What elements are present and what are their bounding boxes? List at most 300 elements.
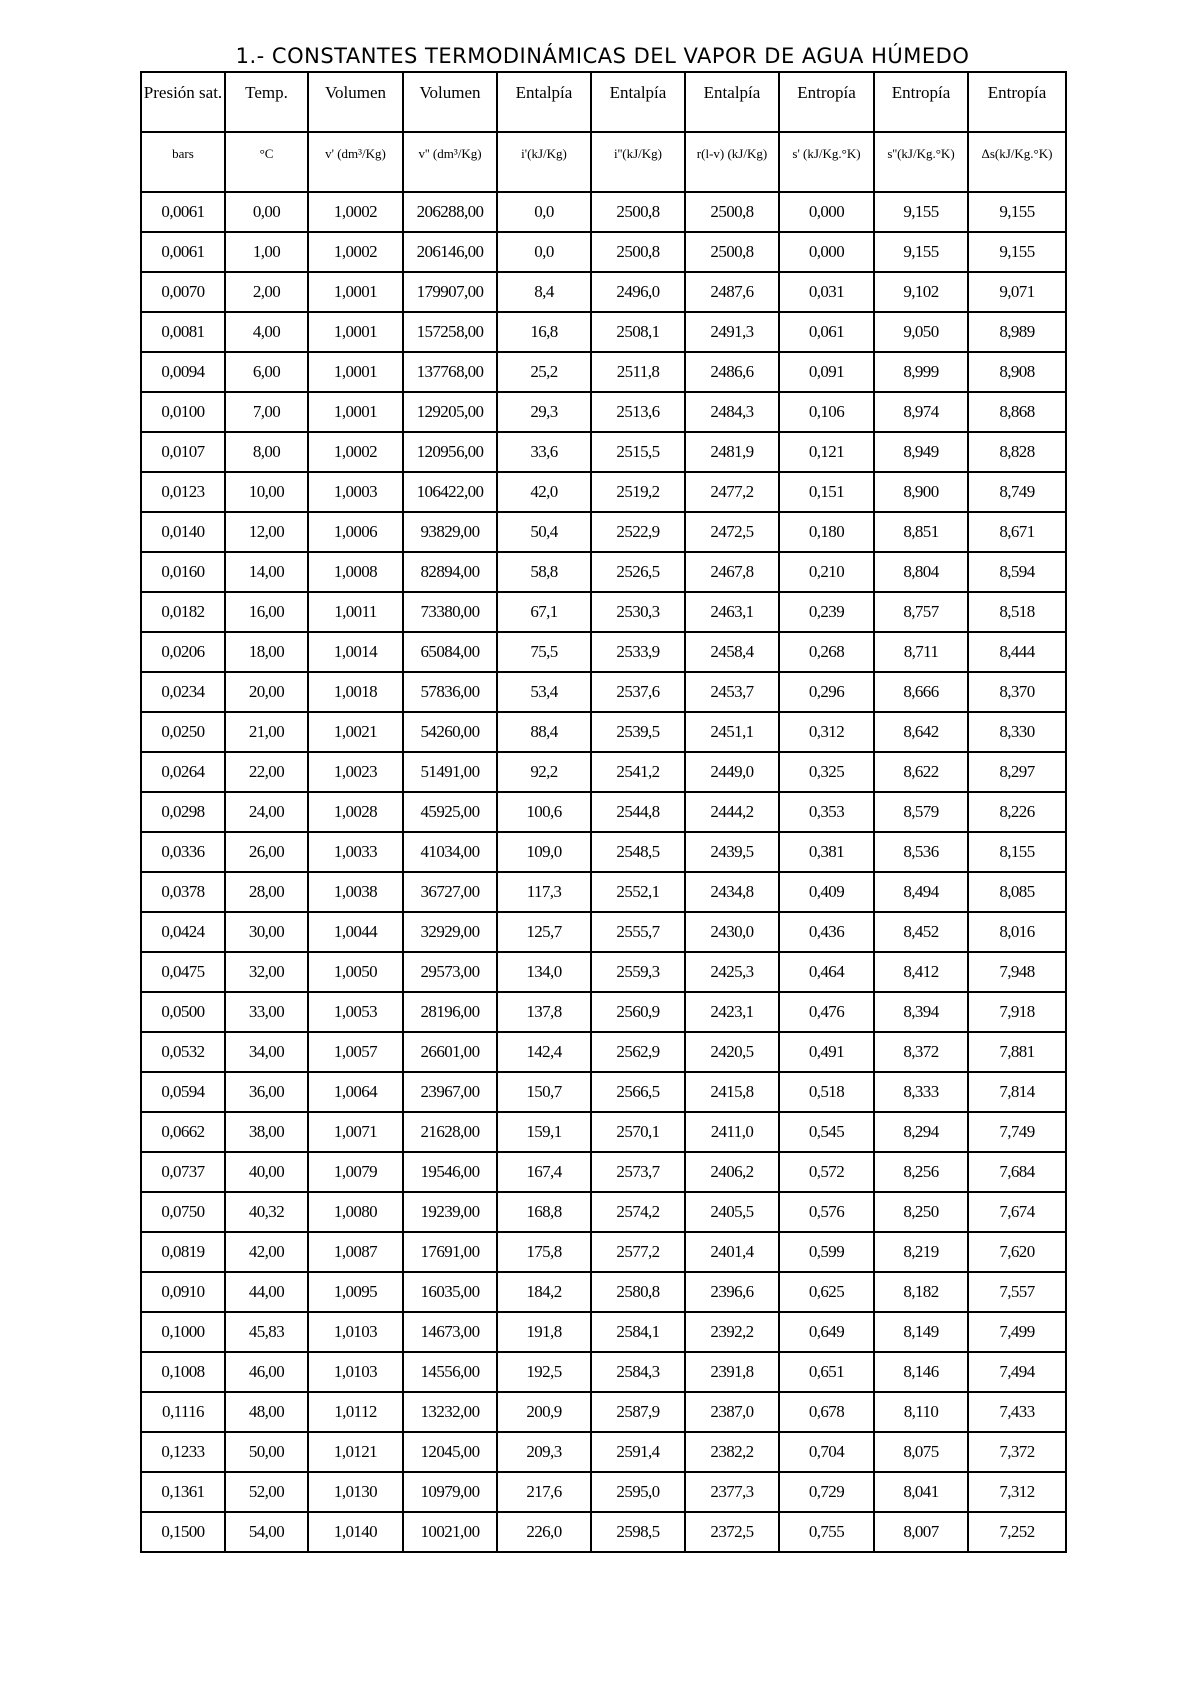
cell-latent-heat: 2415,8 [685, 1072, 779, 1112]
cell-temperature: 7,00 [225, 392, 308, 432]
cell-specific-volume-vapor: 10979,00 [403, 1472, 497, 1512]
cell-temperature: 30,00 [225, 912, 308, 952]
cell-latent-heat: 2382,2 [685, 1432, 779, 1472]
cell-enthalpy-liquid: 16,8 [497, 312, 591, 352]
table-row [141, 992, 1066, 1032]
cell-enthalpy-liquid: 100,6 [497, 792, 591, 832]
header-pressure: Presión sat. [141, 72, 225, 132]
table-body [141, 192, 1066, 1552]
cell-temperature: 18,00 [225, 632, 308, 672]
cell-entropy-vapor: 8,757 [874, 592, 968, 632]
cell-specific-volume-liquid: 1,0023 [308, 752, 403, 792]
cell-specific-volume-vapor: 137768,00 [403, 352, 497, 392]
cell-entropy-liquid: 0,545 [779, 1112, 874, 1152]
cell-entropy-vapor: 8,372 [874, 1032, 968, 1072]
cell-enthalpy-liquid: 209,3 [497, 1432, 591, 1472]
cell-temperature: 8,00 [225, 432, 308, 472]
cell-enthalpy-liquid: 25,2 [497, 352, 591, 392]
cell-pressure: 0,0594 [141, 1072, 225, 1112]
cell-pressure: 0,1000 [141, 1312, 225, 1352]
cell-latent-heat: 2392,2 [685, 1312, 779, 1352]
cell-enthalpy-liquid: 168,8 [497, 1192, 591, 1232]
table-row [141, 752, 1066, 792]
cell-specific-volume-liquid: 1,0006 [308, 512, 403, 552]
cell-latent-heat: 2434,8 [685, 872, 779, 912]
cell-enthalpy-liquid: 184,2 [497, 1272, 591, 1312]
cell-enthalpy-liquid: 42,0 [497, 472, 591, 512]
unit-specific-volume-vapor: v'' (dm³/Kg) [403, 132, 497, 192]
unit-temperature: °C [225, 132, 308, 192]
cell-specific-volume-vapor: 19546,00 [403, 1152, 497, 1192]
cell-temperature: 46,00 [225, 1352, 308, 1392]
cell-latent-heat: 2477,2 [685, 472, 779, 512]
cell-latent-heat: 2401,4 [685, 1232, 779, 1272]
cell-enthalpy-vapor: 2580,8 [591, 1272, 685, 1312]
cell-temperature: 16,00 [225, 592, 308, 632]
cell-entropy-liquid: 0,106 [779, 392, 874, 432]
table-row [141, 1272, 1066, 1312]
cell-entropy-vapor: 8,999 [874, 352, 968, 392]
cell-pressure: 0,0336 [141, 832, 225, 872]
cell-entropy-vapor: 9,155 [874, 232, 968, 272]
cell-temperature: 0,00 [225, 192, 308, 232]
cell-enthalpy-liquid: 192,5 [497, 1352, 591, 1392]
cell-enthalpy-liquid: 226,0 [497, 1512, 591, 1552]
cell-entropy-liquid: 0,180 [779, 512, 874, 552]
table-row [141, 792, 1066, 832]
cell-entropy-vapor: 8,007 [874, 1512, 968, 1552]
cell-specific-volume-liquid: 1,0071 [308, 1112, 403, 1152]
cell-specific-volume-liquid: 1,0001 [308, 272, 403, 312]
cell-specific-volume-liquid: 1,0014 [308, 632, 403, 672]
cell-specific-volume-vapor: 28196,00 [403, 992, 497, 1032]
cell-enthalpy-vapor: 2530,3 [591, 592, 685, 632]
cell-latent-heat: 2458,4 [685, 632, 779, 672]
table-row [141, 1512, 1066, 1552]
cell-enthalpy-liquid: 75,5 [497, 632, 591, 672]
cell-pressure: 0,1008 [141, 1352, 225, 1392]
cell-specific-volume-vapor: 65084,00 [403, 632, 497, 672]
cell-specific-volume-liquid: 1,0002 [308, 432, 403, 472]
unit-specific-volume-liquid: v' (dm³/Kg) [308, 132, 403, 192]
table-row [141, 832, 1066, 872]
table-row [141, 232, 1066, 272]
cell-specific-volume-vapor: 157258,00 [403, 312, 497, 352]
table-row [141, 472, 1066, 512]
cell-specific-volume-liquid: 1,0103 [308, 1352, 403, 1392]
cell-entropy-liquid: 0,031 [779, 272, 874, 312]
cell-enthalpy-liquid: 137,8 [497, 992, 591, 1032]
cell-enthalpy-vapor: 2526,5 [591, 552, 685, 592]
table-row [141, 632, 1066, 672]
table-row [141, 1032, 1066, 1072]
cell-enthalpy-liquid: 150,7 [497, 1072, 591, 1112]
cell-enthalpy-liquid: 191,8 [497, 1312, 591, 1352]
table-row [141, 872, 1066, 912]
cell-pressure: 0,0123 [141, 472, 225, 512]
cell-enthalpy-liquid: 67,1 [497, 592, 591, 632]
cell-pressure: 0,0737 [141, 1152, 225, 1192]
cell-entropy-vapor: 9,102 [874, 272, 968, 312]
cell-enthalpy-liquid: 142,4 [497, 1032, 591, 1072]
cell-temperature: 24,00 [225, 792, 308, 832]
cell-latent-heat: 2481,9 [685, 432, 779, 472]
cell-entropy-change: 7,684 [968, 1152, 1066, 1192]
cell-specific-volume-liquid: 1,0057 [308, 1032, 403, 1072]
cell-entropy-change: 8,155 [968, 832, 1066, 872]
cell-specific-volume-vapor: 16035,00 [403, 1272, 497, 1312]
table-row [141, 512, 1066, 552]
cell-specific-volume-liquid: 1,0038 [308, 872, 403, 912]
header-temperature: Temp. [225, 72, 308, 132]
cell-pressure: 0,0475 [141, 952, 225, 992]
cell-pressure: 0,0100 [141, 392, 225, 432]
cell-specific-volume-liquid: 1,0002 [308, 232, 403, 272]
cell-pressure: 0,0662 [141, 1112, 225, 1152]
cell-specific-volume-liquid: 1,0079 [308, 1152, 403, 1192]
cell-specific-volume-vapor: 206146,00 [403, 232, 497, 272]
table-row [141, 1112, 1066, 1152]
cell-enthalpy-vapor: 2584,3 [591, 1352, 685, 1392]
cell-specific-volume-vapor: 45925,00 [403, 792, 497, 832]
cell-entropy-change: 8,226 [968, 792, 1066, 832]
cell-enthalpy-liquid: 200,9 [497, 1392, 591, 1432]
cell-temperature: 50,00 [225, 1432, 308, 1472]
cell-entropy-change: 8,868 [968, 392, 1066, 432]
cell-enthalpy-vapor: 2559,3 [591, 952, 685, 992]
cell-entropy-change: 8,908 [968, 352, 1066, 392]
cell-enthalpy-vapor: 2537,6 [591, 672, 685, 712]
cell-latent-heat: 2423,1 [685, 992, 779, 1032]
header-entropy-liquid: Entropía [779, 72, 874, 132]
cell-enthalpy-liquid: 0,0 [497, 192, 591, 232]
cell-specific-volume-vapor: 36727,00 [403, 872, 497, 912]
cell-temperature: 14,00 [225, 552, 308, 592]
cell-entropy-change: 8,330 [968, 712, 1066, 752]
cell-latent-heat: 2439,5 [685, 832, 779, 872]
cell-entropy-liquid: 0,381 [779, 832, 874, 872]
cell-entropy-vapor: 8,666 [874, 672, 968, 712]
cell-specific-volume-vapor: 29573,00 [403, 952, 497, 992]
unit-entropy-liquid: s' (kJ/Kg.°K) [779, 132, 874, 192]
cell-pressure: 0,0250 [141, 712, 225, 752]
cell-temperature: 40,32 [225, 1192, 308, 1232]
cell-entropy-change: 7,814 [968, 1072, 1066, 1112]
cell-enthalpy-vapor: 2519,2 [591, 472, 685, 512]
cell-temperature: 42,00 [225, 1232, 308, 1272]
cell-specific-volume-liquid: 1,0050 [308, 952, 403, 992]
cell-entropy-liquid: 0,239 [779, 592, 874, 632]
cell-entropy-vapor: 8,146 [874, 1352, 968, 1392]
cell-latent-heat: 2491,3 [685, 312, 779, 352]
cell-pressure: 0,0206 [141, 632, 225, 672]
unit-enthalpy-liquid: i'(kJ/Kg) [497, 132, 591, 192]
cell-specific-volume-vapor: 82894,00 [403, 552, 497, 592]
cell-specific-volume-vapor: 32929,00 [403, 912, 497, 952]
table-row [141, 712, 1066, 752]
cell-latent-heat: 2411,0 [685, 1112, 779, 1152]
cell-enthalpy-vapor: 2500,8 [591, 192, 685, 232]
cell-entropy-vapor: 8,851 [874, 512, 968, 552]
cell-enthalpy-vapor: 2573,7 [591, 1152, 685, 1192]
cell-specific-volume-liquid: 1,0064 [308, 1072, 403, 1112]
cell-enthalpy-liquid: 29,3 [497, 392, 591, 432]
cell-pressure: 0,0424 [141, 912, 225, 952]
header-specific-volume-vapor: Volumen [403, 72, 497, 132]
cell-enthalpy-liquid: 167,4 [497, 1152, 591, 1192]
cell-entropy-change: 9,071 [968, 272, 1066, 312]
cell-temperature: 12,00 [225, 512, 308, 552]
table-row [141, 1152, 1066, 1192]
cell-temperature: 2,00 [225, 272, 308, 312]
cell-enthalpy-vapor: 2560,9 [591, 992, 685, 1032]
header-enthalpy-vapor: Entalpía [591, 72, 685, 132]
cell-enthalpy-liquid: 217,6 [497, 1472, 591, 1512]
page-title: 1.- CONSTANTES TERMODINÁMICAS DEL VAPOR DE AGUA HÚMEDO [235, 44, 970, 68]
cell-specific-volume-vapor: 12045,00 [403, 1432, 497, 1472]
cell-enthalpy-vapor: 2513,6 [591, 392, 685, 432]
cell-specific-volume-vapor: 23967,00 [403, 1072, 497, 1112]
cell-pressure: 0,0182 [141, 592, 225, 632]
cell-pressure: 0,1116 [141, 1392, 225, 1432]
cell-specific-volume-liquid: 1,0011 [308, 592, 403, 632]
cell-entropy-liquid: 0,409 [779, 872, 874, 912]
cell-pressure: 0,1361 [141, 1472, 225, 1512]
cell-specific-volume-vapor: 13232,00 [403, 1392, 497, 1432]
cell-entropy-liquid: 0,151 [779, 472, 874, 512]
cell-pressure: 0,0070 [141, 272, 225, 312]
cell-enthalpy-vapor: 2548,5 [591, 832, 685, 872]
cell-enthalpy-liquid: 175,8 [497, 1232, 591, 1272]
cell-latent-heat: 2406,2 [685, 1152, 779, 1192]
cell-enthalpy-vapor: 2541,2 [591, 752, 685, 792]
cell-entropy-liquid: 0,436 [779, 912, 874, 952]
cell-entropy-liquid: 0,000 [779, 192, 874, 232]
cell-enthalpy-vapor: 2566,5 [591, 1072, 685, 1112]
cell-pressure: 0,0061 [141, 192, 225, 232]
header-entropy-change: Entropía [968, 72, 1066, 132]
cell-pressure: 0,1500 [141, 1512, 225, 1552]
header-enthalpy-liquid: Entalpía [497, 72, 591, 132]
table-row [141, 352, 1066, 392]
cell-enthalpy-liquid: 159,1 [497, 1112, 591, 1152]
cell-latent-heat: 2444,2 [685, 792, 779, 832]
cell-temperature: 33,00 [225, 992, 308, 1032]
cell-specific-volume-vapor: 106422,00 [403, 472, 497, 512]
cell-pressure: 0,0378 [141, 872, 225, 912]
cell-entropy-change: 8,297 [968, 752, 1066, 792]
cell-pressure: 0,1233 [141, 1432, 225, 1472]
table-row [141, 952, 1066, 992]
cell-pressure: 0,0107 [141, 432, 225, 472]
cell-entropy-change: 7,749 [968, 1112, 1066, 1152]
cell-entropy-vapor: 8,804 [874, 552, 968, 592]
cell-temperature: 6,00 [225, 352, 308, 392]
table-row [141, 1312, 1066, 1352]
cell-specific-volume-vapor: 17691,00 [403, 1232, 497, 1272]
cell-enthalpy-liquid: 125,7 [497, 912, 591, 952]
cell-specific-volume-liquid: 1,0121 [308, 1432, 403, 1472]
cell-temperature: 26,00 [225, 832, 308, 872]
cell-entropy-liquid: 0,651 [779, 1352, 874, 1392]
cell-latent-heat: 2396,6 [685, 1272, 779, 1312]
cell-enthalpy-vapor: 2552,1 [591, 872, 685, 912]
cell-latent-heat: 2387,0 [685, 1392, 779, 1432]
cell-enthalpy-vapor: 2584,1 [591, 1312, 685, 1352]
cell-specific-volume-liquid: 1,0021 [308, 712, 403, 752]
cell-temperature: 38,00 [225, 1112, 308, 1152]
cell-enthalpy-liquid: 53,4 [497, 672, 591, 712]
cell-enthalpy-vapor: 2539,5 [591, 712, 685, 752]
cell-temperature: 40,00 [225, 1152, 308, 1192]
cell-specific-volume-liquid: 1,0033 [308, 832, 403, 872]
cell-enthalpy-liquid: 50,4 [497, 512, 591, 552]
cell-entropy-vapor: 8,711 [874, 632, 968, 672]
cell-entropy-vapor: 8,294 [874, 1112, 968, 1152]
cell-entropy-vapor: 8,110 [874, 1392, 968, 1432]
cell-specific-volume-liquid: 1,0080 [308, 1192, 403, 1232]
cell-specific-volume-vapor: 26601,00 [403, 1032, 497, 1072]
cell-temperature: 34,00 [225, 1032, 308, 1072]
cell-enthalpy-liquid: 58,8 [497, 552, 591, 592]
cell-latent-heat: 2484,3 [685, 392, 779, 432]
cell-latent-heat: 2453,7 [685, 672, 779, 712]
cell-specific-volume-liquid: 1,0044 [308, 912, 403, 952]
cell-enthalpy-vapor: 2533,9 [591, 632, 685, 672]
cell-latent-heat: 2449,0 [685, 752, 779, 792]
cell-enthalpy-vapor: 2508,1 [591, 312, 685, 352]
cell-enthalpy-vapor: 2496,0 [591, 272, 685, 312]
cell-enthalpy-liquid: 88,4 [497, 712, 591, 752]
cell-entropy-liquid: 0,729 [779, 1472, 874, 1512]
cell-latent-heat: 2472,5 [685, 512, 779, 552]
cell-latent-heat: 2500,8 [685, 232, 779, 272]
cell-enthalpy-vapor: 2570,1 [591, 1112, 685, 1152]
cell-enthalpy-vapor: 2595,0 [591, 1472, 685, 1512]
cell-temperature: 1,00 [225, 232, 308, 272]
cell-entropy-liquid: 0,625 [779, 1272, 874, 1312]
cell-enthalpy-liquid: 33,6 [497, 432, 591, 472]
cell-enthalpy-liquid: 92,2 [497, 752, 591, 792]
cell-pressure: 0,0140 [141, 512, 225, 552]
cell-entropy-vapor: 9,050 [874, 312, 968, 352]
unit-pressure: bars [141, 132, 225, 192]
cell-entropy-liquid: 0,576 [779, 1192, 874, 1232]
cell-specific-volume-vapor: 10021,00 [403, 1512, 497, 1552]
cell-pressure: 0,0081 [141, 312, 225, 352]
cell-temperature: 52,00 [225, 1472, 308, 1512]
cell-entropy-change: 8,989 [968, 312, 1066, 352]
table-row [141, 672, 1066, 712]
cell-temperature: 44,00 [225, 1272, 308, 1312]
cell-entropy-liquid: 0,000 [779, 232, 874, 272]
cell-specific-volume-liquid: 1,0087 [308, 1232, 403, 1272]
table-row [141, 1432, 1066, 1472]
cell-entropy-change: 7,620 [968, 1232, 1066, 1272]
cell-specific-volume-liquid: 1,0028 [308, 792, 403, 832]
cell-entropy-vapor: 8,333 [874, 1072, 968, 1112]
cell-entropy-vapor: 8,622 [874, 752, 968, 792]
cell-entropy-change: 7,918 [968, 992, 1066, 1032]
cell-entropy-vapor: 8,256 [874, 1152, 968, 1192]
cell-pressure: 0,0532 [141, 1032, 225, 1072]
table-row [141, 912, 1066, 952]
cell-temperature: 28,00 [225, 872, 308, 912]
cell-entropy-liquid: 0,353 [779, 792, 874, 832]
cell-entropy-liquid: 0,268 [779, 632, 874, 672]
cell-specific-volume-liquid: 1,0008 [308, 552, 403, 592]
cell-entropy-liquid: 0,476 [779, 992, 874, 1032]
cell-enthalpy-vapor: 2522,9 [591, 512, 685, 552]
table-row [141, 432, 1066, 472]
cell-specific-volume-vapor: 129205,00 [403, 392, 497, 432]
cell-entropy-vapor: 8,182 [874, 1272, 968, 1312]
cell-specific-volume-liquid: 1,0103 [308, 1312, 403, 1352]
cell-entropy-change: 8,016 [968, 912, 1066, 952]
steam-properties-table [140, 71, 1067, 1553]
cell-entropy-vapor: 8,900 [874, 472, 968, 512]
cell-entropy-vapor: 8,536 [874, 832, 968, 872]
cell-entropy-change: 8,749 [968, 472, 1066, 512]
cell-enthalpy-vapor: 2574,2 [591, 1192, 685, 1232]
header-row-units [141, 132, 1066, 192]
cell-entropy-liquid: 0,678 [779, 1392, 874, 1432]
cell-enthalpy-vapor: 2515,5 [591, 432, 685, 472]
cell-entropy-liquid: 0,599 [779, 1232, 874, 1272]
cell-enthalpy-liquid: 117,3 [497, 872, 591, 912]
cell-entropy-vapor: 8,642 [874, 712, 968, 752]
cell-enthalpy-vapor: 2511,8 [591, 352, 685, 392]
cell-specific-volume-vapor: 51491,00 [403, 752, 497, 792]
cell-specific-volume-liquid: 1,0018 [308, 672, 403, 712]
cell-enthalpy-vapor: 2587,9 [591, 1392, 685, 1432]
cell-entropy-liquid: 0,210 [779, 552, 874, 592]
cell-enthalpy-liquid: 109,0 [497, 832, 591, 872]
table-row [141, 312, 1066, 352]
cell-specific-volume-vapor: 19239,00 [403, 1192, 497, 1232]
cell-temperature: 20,00 [225, 672, 308, 712]
cell-specific-volume-vapor: 206288,00 [403, 192, 497, 232]
cell-entropy-change: 8,085 [968, 872, 1066, 912]
cell-temperature: 48,00 [225, 1392, 308, 1432]
cell-specific-volume-liquid: 1,0140 [308, 1512, 403, 1552]
cell-entropy-change: 8,518 [968, 592, 1066, 632]
cell-latent-heat: 2467,8 [685, 552, 779, 592]
cell-temperature: 45,83 [225, 1312, 308, 1352]
table-row [141, 1472, 1066, 1512]
cell-specific-volume-vapor: 93829,00 [403, 512, 497, 552]
cell-specific-volume-vapor: 41034,00 [403, 832, 497, 872]
cell-temperature: 4,00 [225, 312, 308, 352]
cell-specific-volume-liquid: 1,0130 [308, 1472, 403, 1512]
cell-latent-heat: 2430,0 [685, 912, 779, 952]
cell-enthalpy-liquid: 0,0 [497, 232, 591, 272]
cell-entropy-change: 7,948 [968, 952, 1066, 992]
cell-specific-volume-vapor: 14673,00 [403, 1312, 497, 1352]
cell-specific-volume-vapor: 120956,00 [403, 432, 497, 472]
cell-specific-volume-vapor: 179907,00 [403, 272, 497, 312]
cell-enthalpy-vapor: 2555,7 [591, 912, 685, 952]
cell-entropy-liquid: 0,704 [779, 1432, 874, 1472]
cell-entropy-vapor: 8,494 [874, 872, 968, 912]
cell-entropy-change: 7,433 [968, 1392, 1066, 1432]
table-row [141, 392, 1066, 432]
cell-entropy-vapor: 8,974 [874, 392, 968, 432]
cell-latent-heat: 2405,5 [685, 1192, 779, 1232]
cell-latent-heat: 2463,1 [685, 592, 779, 632]
cell-temperature: 21,00 [225, 712, 308, 752]
cell-enthalpy-liquid: 8,4 [497, 272, 591, 312]
